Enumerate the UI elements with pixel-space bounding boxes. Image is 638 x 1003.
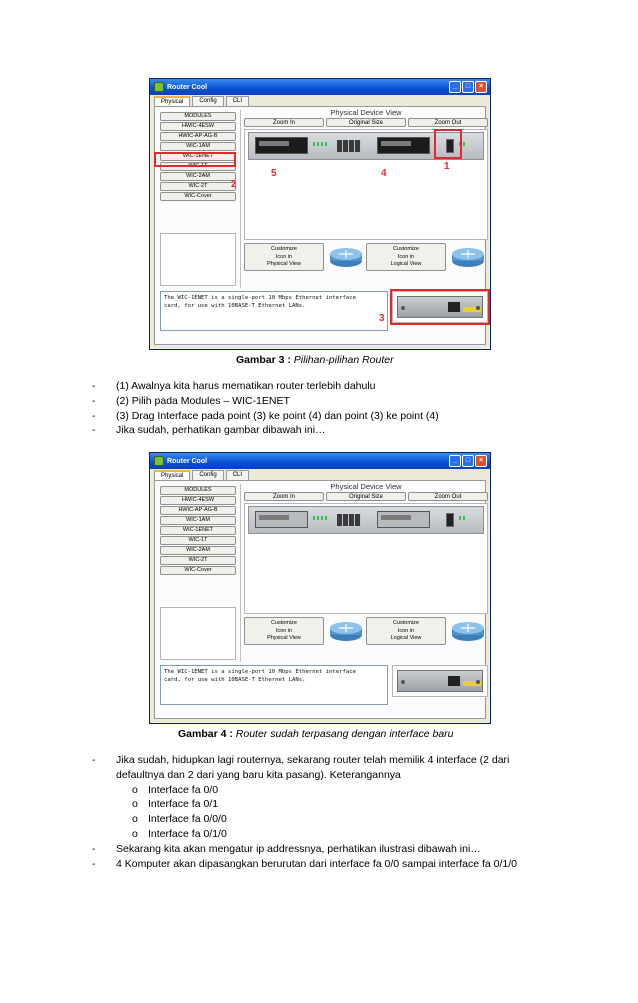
- annotation-number-2: 2: [231, 179, 237, 190]
- customize-physical-button[interactable]: Customize Icon in Physical View: [244, 243, 324, 271]
- caption-figure-3: Gambar 3 : Pilihan-pilihan Router: [236, 354, 394, 366]
- module-item-wic-1enet[interactable]: WIC-1ENET: [160, 526, 236, 535]
- module-item[interactable]: WIC-2AM: [160, 546, 236, 555]
- device-view-title: Physical Device View: [330, 108, 402, 117]
- zoom-in-button[interactable]: Zoom In: [244, 492, 324, 501]
- device-view-title: Physical Device View: [330, 482, 402, 491]
- power-switch[interactable]: [446, 513, 454, 527]
- tab-config[interactable]: Config: [192, 96, 223, 106]
- tab-cli[interactable]: CLI: [226, 96, 249, 106]
- router-chassis: [248, 506, 484, 534]
- caption-figure-4: Gambar 4 : Router sudah terpasang dengan interface baru: [178, 728, 454, 740]
- module-item[interactable]: WIC-1AM: [160, 516, 236, 525]
- customize-row: [244, 617, 488, 647]
- ethernet-ports: [337, 140, 361, 152]
- zoom-out-button[interactable]: Zoom Out: [408, 492, 488, 501]
- module-header[interactable]: MODULES: [160, 112, 236, 121]
- zoom-toolbar: [244, 492, 488, 501]
- after-list: [92, 753, 517, 871]
- module-item-wic-1enet[interactable]: WIC-1ENET: [160, 152, 236, 161]
- tab-config[interactable]: Config: [192, 470, 223, 480]
- title-bar: [150, 453, 490, 469]
- module-item[interactable]: HWIC-4ESW: [160, 496, 236, 505]
- module-item[interactable]: WIC-1AM: [160, 142, 236, 151]
- minimize-icon[interactable]: _: [449, 455, 461, 467]
- installed-card-right[interactable]: [377, 511, 430, 528]
- router-window-figure-4: [149, 452, 491, 724]
- module-description: The WIC-1ENET is a single-port 10 Mbps Ethernet interface card, for use with 10BASE-T Ethernet LANs.: [160, 291, 388, 331]
- module-item[interactable]: WIC-1T: [160, 162, 236, 171]
- power-leds: [459, 516, 465, 520]
- customize-row: [244, 243, 488, 273]
- annotation-number-4: 4: [381, 168, 387, 179]
- list-subitem: o Interface fa 0/0/0: [132, 813, 227, 826]
- minimize-icon[interactable]: _: [449, 81, 461, 93]
- screw-icon: [476, 680, 480, 684]
- wic-1enet-card-preview[interactable]: [392, 665, 488, 697]
- original-size-button[interactable]: Original Size: [326, 118, 406, 127]
- app-icon: [154, 82, 164, 92]
- status-leds: [313, 516, 327, 520]
- divider: [240, 110, 241, 288]
- empty-slot-right[interactable]: [377, 137, 430, 154]
- installed-card-left[interactable]: [255, 511, 308, 528]
- module-item[interactable]: WIC-1T: [160, 536, 236, 545]
- close-icon[interactable]: ×: [475, 455, 487, 467]
- list-item: - Jika sudah, hidupkan lagi routernya, sekarang router telah memilik 4 interface (2 dari defaultnya dan 2 dari yang baru kita pasang). Keterangannya: [92, 754, 510, 781]
- divider: [240, 484, 241, 662]
- modules-list: [160, 486, 236, 576]
- highlight-box-card: [390, 289, 490, 325]
- annotation-number-3: 3: [379, 313, 385, 324]
- customize-logical-button[interactable]: Customize Icon in Logical View: [366, 617, 446, 645]
- title-bar: [150, 79, 490, 95]
- ethernet-port-icon: [448, 676, 460, 686]
- module-item[interactable]: WIC-2AM: [160, 172, 236, 181]
- physical-pane: [154, 480, 486, 719]
- maximize-icon[interactable]: □: [462, 81, 474, 93]
- steps-list: [92, 379, 439, 438]
- annotation-number-1: 1: [444, 161, 450, 172]
- tab-physical[interactable]: Physical: [154, 96, 190, 107]
- highlight-box-wic-1enet: [154, 152, 236, 167]
- customize-physical-button[interactable]: Customize Icon in Physical View: [244, 617, 324, 645]
- tab-cli[interactable]: CLI: [226, 470, 249, 480]
- list-item: - (1) Awalnya kita harus mematikan router terlebih dahulu: [92, 380, 376, 392]
- screw-icon: [401, 680, 405, 684]
- router-icon: [328, 245, 364, 269]
- router-icon: [450, 245, 486, 269]
- window-title: Router Cool: [167, 457, 208, 465]
- status-leds: [313, 142, 327, 146]
- annotation-number-5: 5: [271, 168, 277, 179]
- router-icon: [328, 619, 364, 643]
- module-preview-panel: [160, 233, 236, 286]
- physical-device-view: [244, 503, 488, 614]
- module-item[interactable]: WIC-Cover: [160, 566, 236, 575]
- list-item: - (3) Drag Interface pada point (3) ke point (4) dan point (3) ke point (4): [92, 409, 439, 422]
- list-item: - Sekarang kita akan mengatur ip addressnya, perhatikan ilustrasi dibawah ini…: [92, 842, 481, 855]
- list-item: - 4 Komputer akan dipasangkan berurutan dari interface fa 0/0 sampai interface fa 0/1/0: [92, 857, 517, 870]
- ethernet-ports: [337, 514, 361, 526]
- zoom-toolbar: [244, 118, 488, 127]
- module-header[interactable]: MODULES: [160, 486, 236, 495]
- original-size-button[interactable]: Original Size: [326, 492, 406, 501]
- module-preview-panel: [160, 607, 236, 660]
- card-board: [397, 670, 483, 692]
- list-subitem: o Interface fa 0/1/0: [132, 827, 227, 840]
- tab-physical[interactable]: Physical: [154, 470, 190, 481]
- module-item[interactable]: HWIC-AP-AG-B: [160, 506, 236, 515]
- highlight-box-power-switch: [434, 129, 462, 159]
- maximize-icon[interactable]: □: [462, 455, 474, 467]
- module-description: The WIC-1ENET is a single-port 10 Mbps Ethernet interface card, for use with 10BASE-T Ethernet LANs.: [160, 665, 388, 705]
- list-item: - (2) Pilih pada Modules – WIC-1ENET: [92, 394, 290, 407]
- window-title: Router Cool: [167, 83, 208, 91]
- close-icon[interactable]: ×: [475, 81, 487, 93]
- zoom-in-button[interactable]: Zoom In: [244, 118, 324, 127]
- list-subitem: o Interface fa 0/1: [132, 798, 219, 811]
- app-icon: [154, 456, 164, 466]
- customize-logical-button[interactable]: Customize Icon in Logical View: [366, 243, 446, 271]
- module-item[interactable]: WIC-2T: [160, 182, 236, 191]
- empty-slot-left[interactable]: [255, 137, 308, 154]
- module-item[interactable]: HWIC-AP-AG-B: [160, 132, 236, 141]
- list-item: - Jika sudah, perhatikan gambar dibawah ini…: [92, 424, 326, 437]
- module-item[interactable]: WIC-Cover: [160, 192, 236, 201]
- zoom-out-button[interactable]: Zoom Out: [408, 118, 488, 127]
- list-subitem: o Interface fa 0/0: [132, 783, 219, 796]
- router-window-figure-3: [149, 78, 491, 350]
- physical-pane: [154, 106, 486, 345]
- module-item[interactable]: HWIC-4ESW: [160, 122, 236, 131]
- router-icon: [450, 619, 486, 643]
- module-item[interactable]: WIC-2T: [160, 556, 236, 565]
